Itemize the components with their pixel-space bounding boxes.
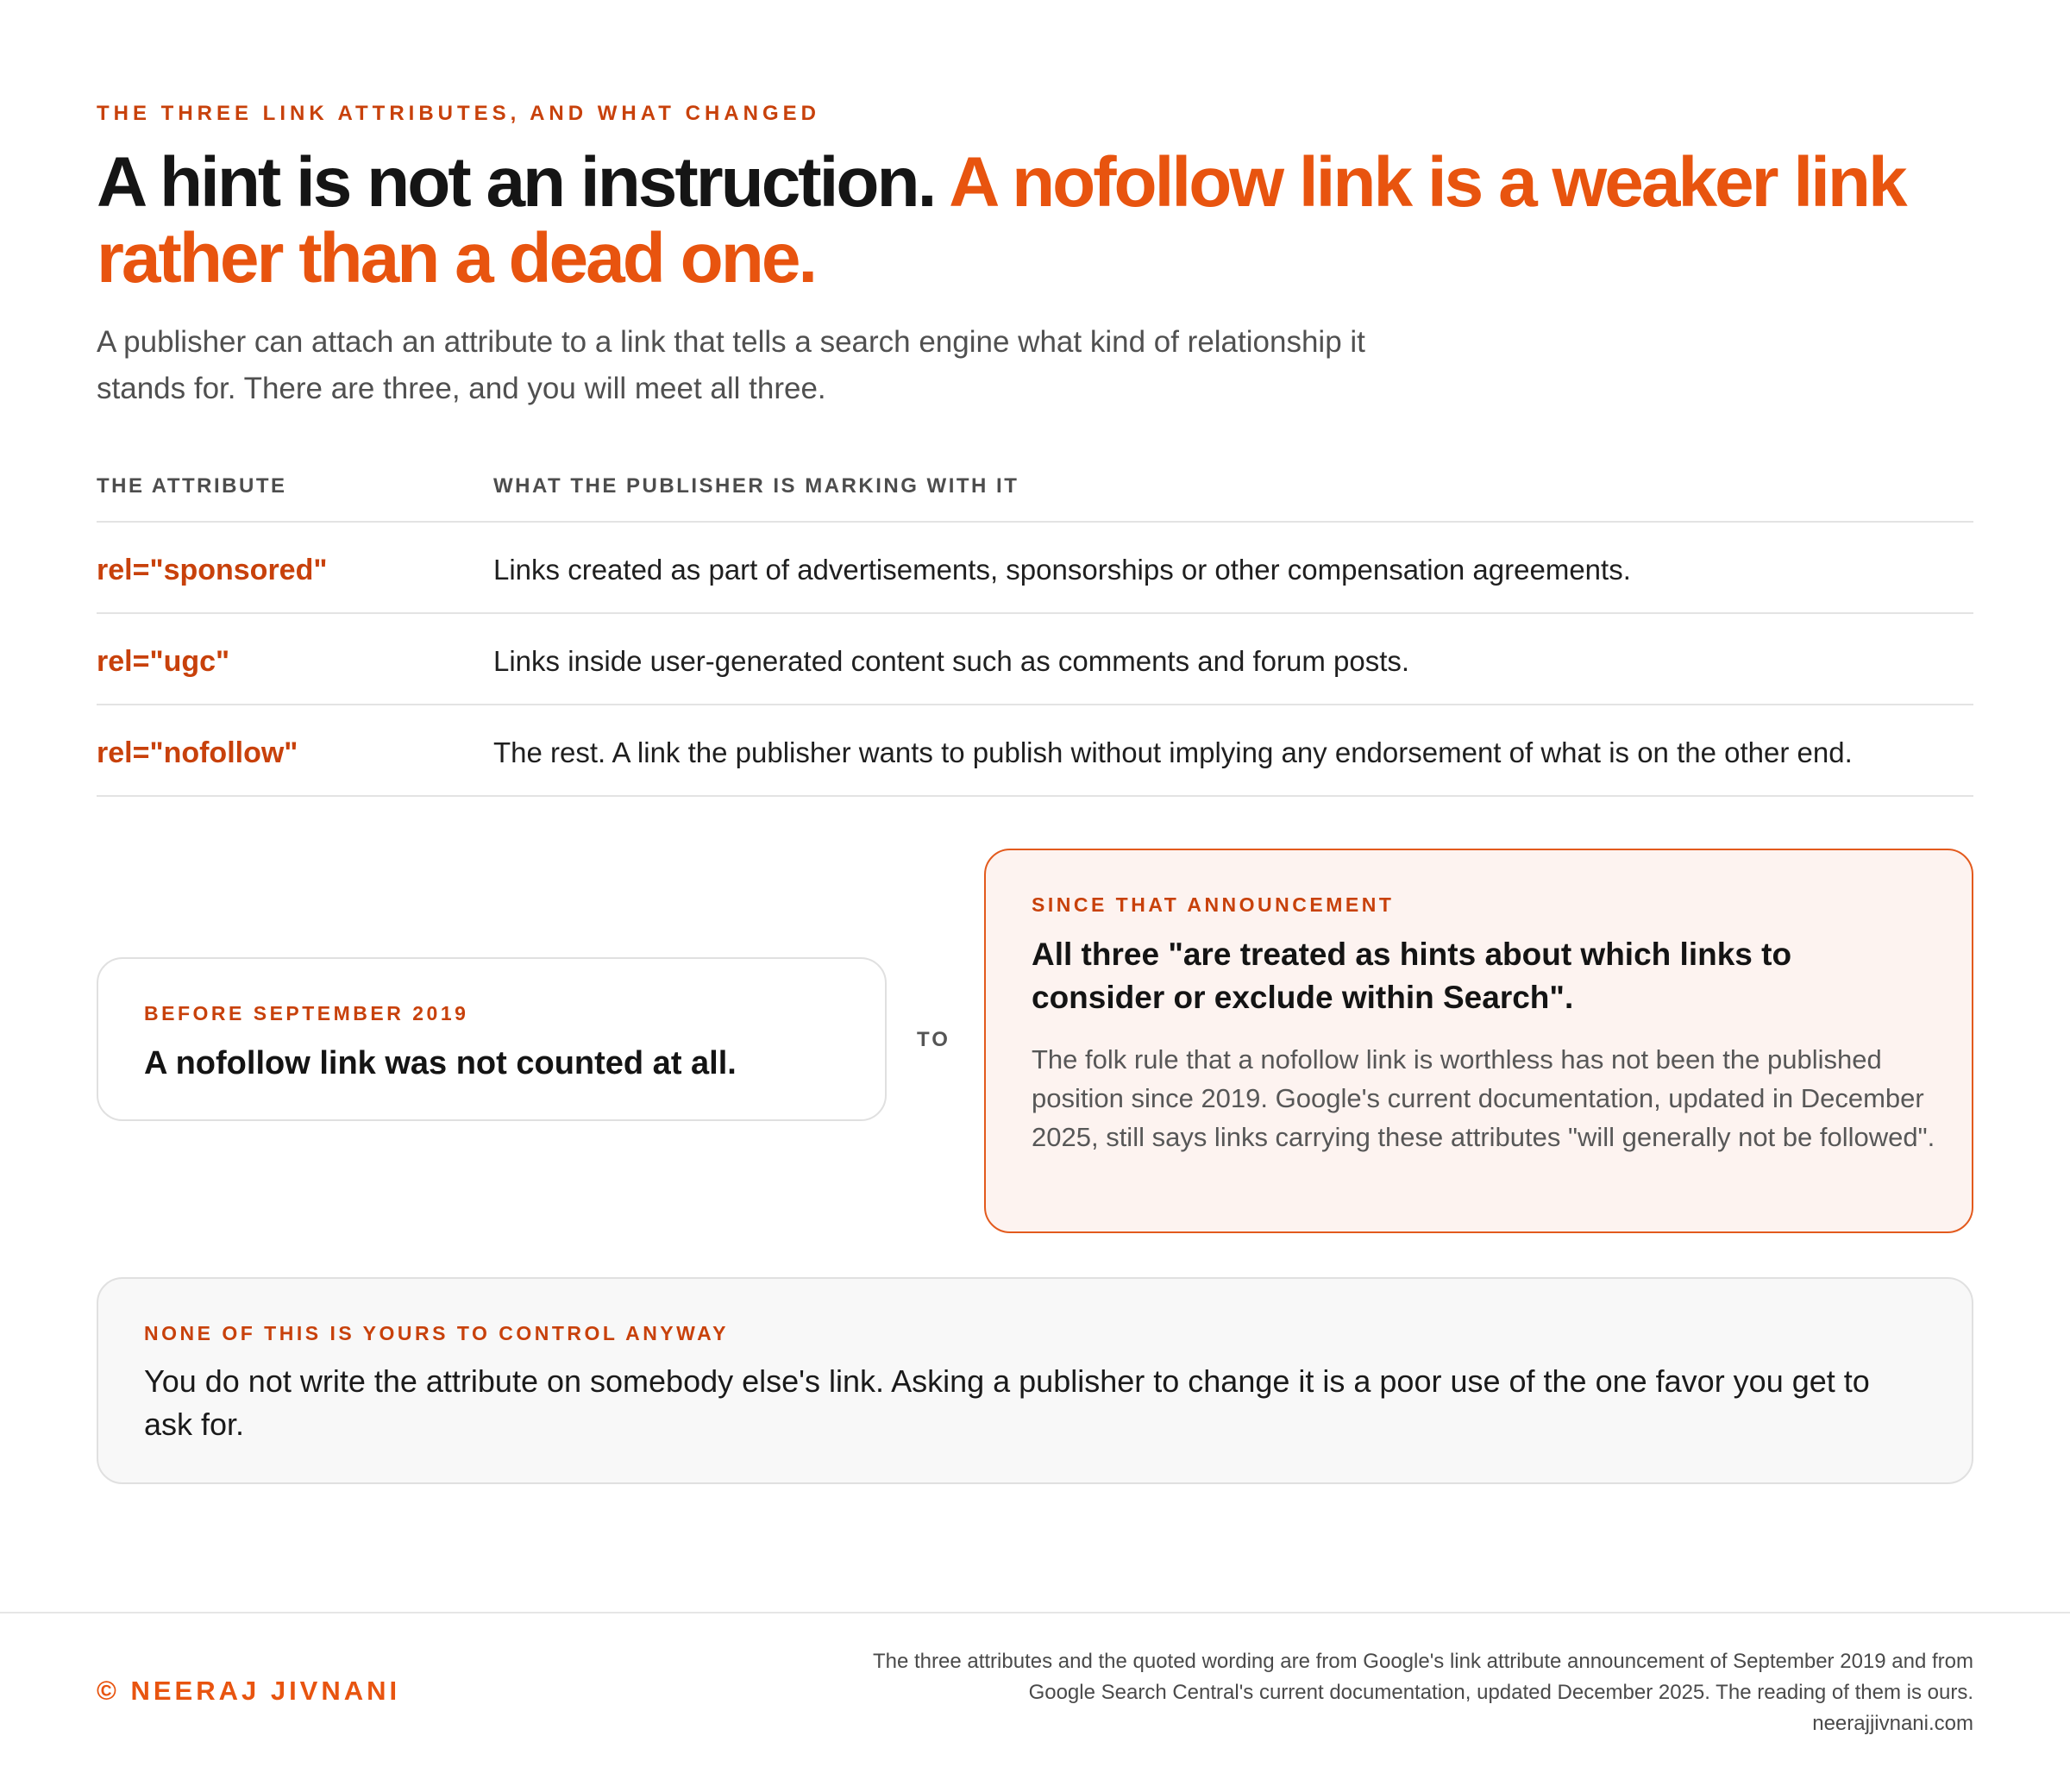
site-link[interactable]: neerajjivnani.com: [1812, 1712, 1973, 1735]
footer-brand: © NEERAJ JIVNANI: [97, 1676, 401, 1706]
before-text: A nofollow link was not counted at all.: [144, 1045, 737, 1081]
control-callout: [97, 1277, 1973, 1484]
table-row: [97, 523, 1973, 614]
attribute-description: Links created as part of advertisements, sponsorships or other compensation agreements.: [493, 554, 1631, 586]
footer-divider: [0, 1612, 2070, 1613]
attribute-name: rel="sponsored": [97, 554, 328, 586]
column-header-meaning: WHAT THE PUBLISHER IS MARKING WITH IT: [493, 474, 1019, 498]
callout-label: NONE OF THIS IS YOURS TO CONTROL ANYWAY: [144, 1322, 729, 1344]
to-connector: TO: [917, 1028, 950, 1051]
attribute-description: Links inside user-generated content such as comments and forum posts.: [493, 645, 1410, 677]
column-header-attribute: THE ATTRIBUTE: [97, 474, 287, 498]
since-note: The folk rule that a nofollow link is worthless has not been the published position since 2019. Google's current documentation, updated in December 2025, still says links carrying these attributes "will generally not be followed".: [1032, 1044, 1935, 1152]
headline-dark: A hint is not an instruction.: [97, 143, 935, 222]
headline-accent: A nofollow link is a weaker link rather than a dead one.: [97, 143, 1905, 298]
source-line: Google Search Central's current documentation, updated December 2025. The reading of them is ours.: [1028, 1681, 1973, 1704]
attribute-name: rel="ugc": [97, 645, 230, 678]
since-quote: All three "are treated as hints about which links to consider or exclude within Search".: [1032, 937, 1792, 1015]
callout-text: You do not write the attribute on somebody else's link. Asking a publisher to change it is a poor use of the one favor you get to ask for.: [144, 1363, 1870, 1442]
attribute-description: The rest. A link the publisher wants to publish without implying any endorsement of what is on the other end.: [493, 736, 1853, 768]
attributes-table: [97, 466, 1973, 797]
since-label: SINCE THAT ANNOUNCEMENT: [1032, 893, 1395, 916]
since-card: [984, 849, 1973, 1233]
before-label: BEFORE SEPTEMBER 2019: [144, 1002, 469, 1024]
table-header: [97, 466, 1973, 523]
source-line: The three attributes and the quoted wording are from Google's link attribute announcement of September 2019 and from: [872, 1650, 1973, 1673]
footer-source: [766, 1646, 1973, 1739]
table-row: [97, 705, 1973, 797]
attribute-name: rel="nofollow": [97, 736, 298, 769]
kicker: THE THREE LINK ATTRIBUTES, AND WHAT CHANGED: [97, 102, 820, 125]
intro-paragraph: A publisher can attach an attribute to a link that tells a search engine what kind of relationship it stands for. There are three, and you will meet all three.: [97, 325, 1365, 405]
table-row: [97, 614, 1973, 705]
before-card: [97, 957, 887, 1121]
headline: [97, 145, 1960, 297]
